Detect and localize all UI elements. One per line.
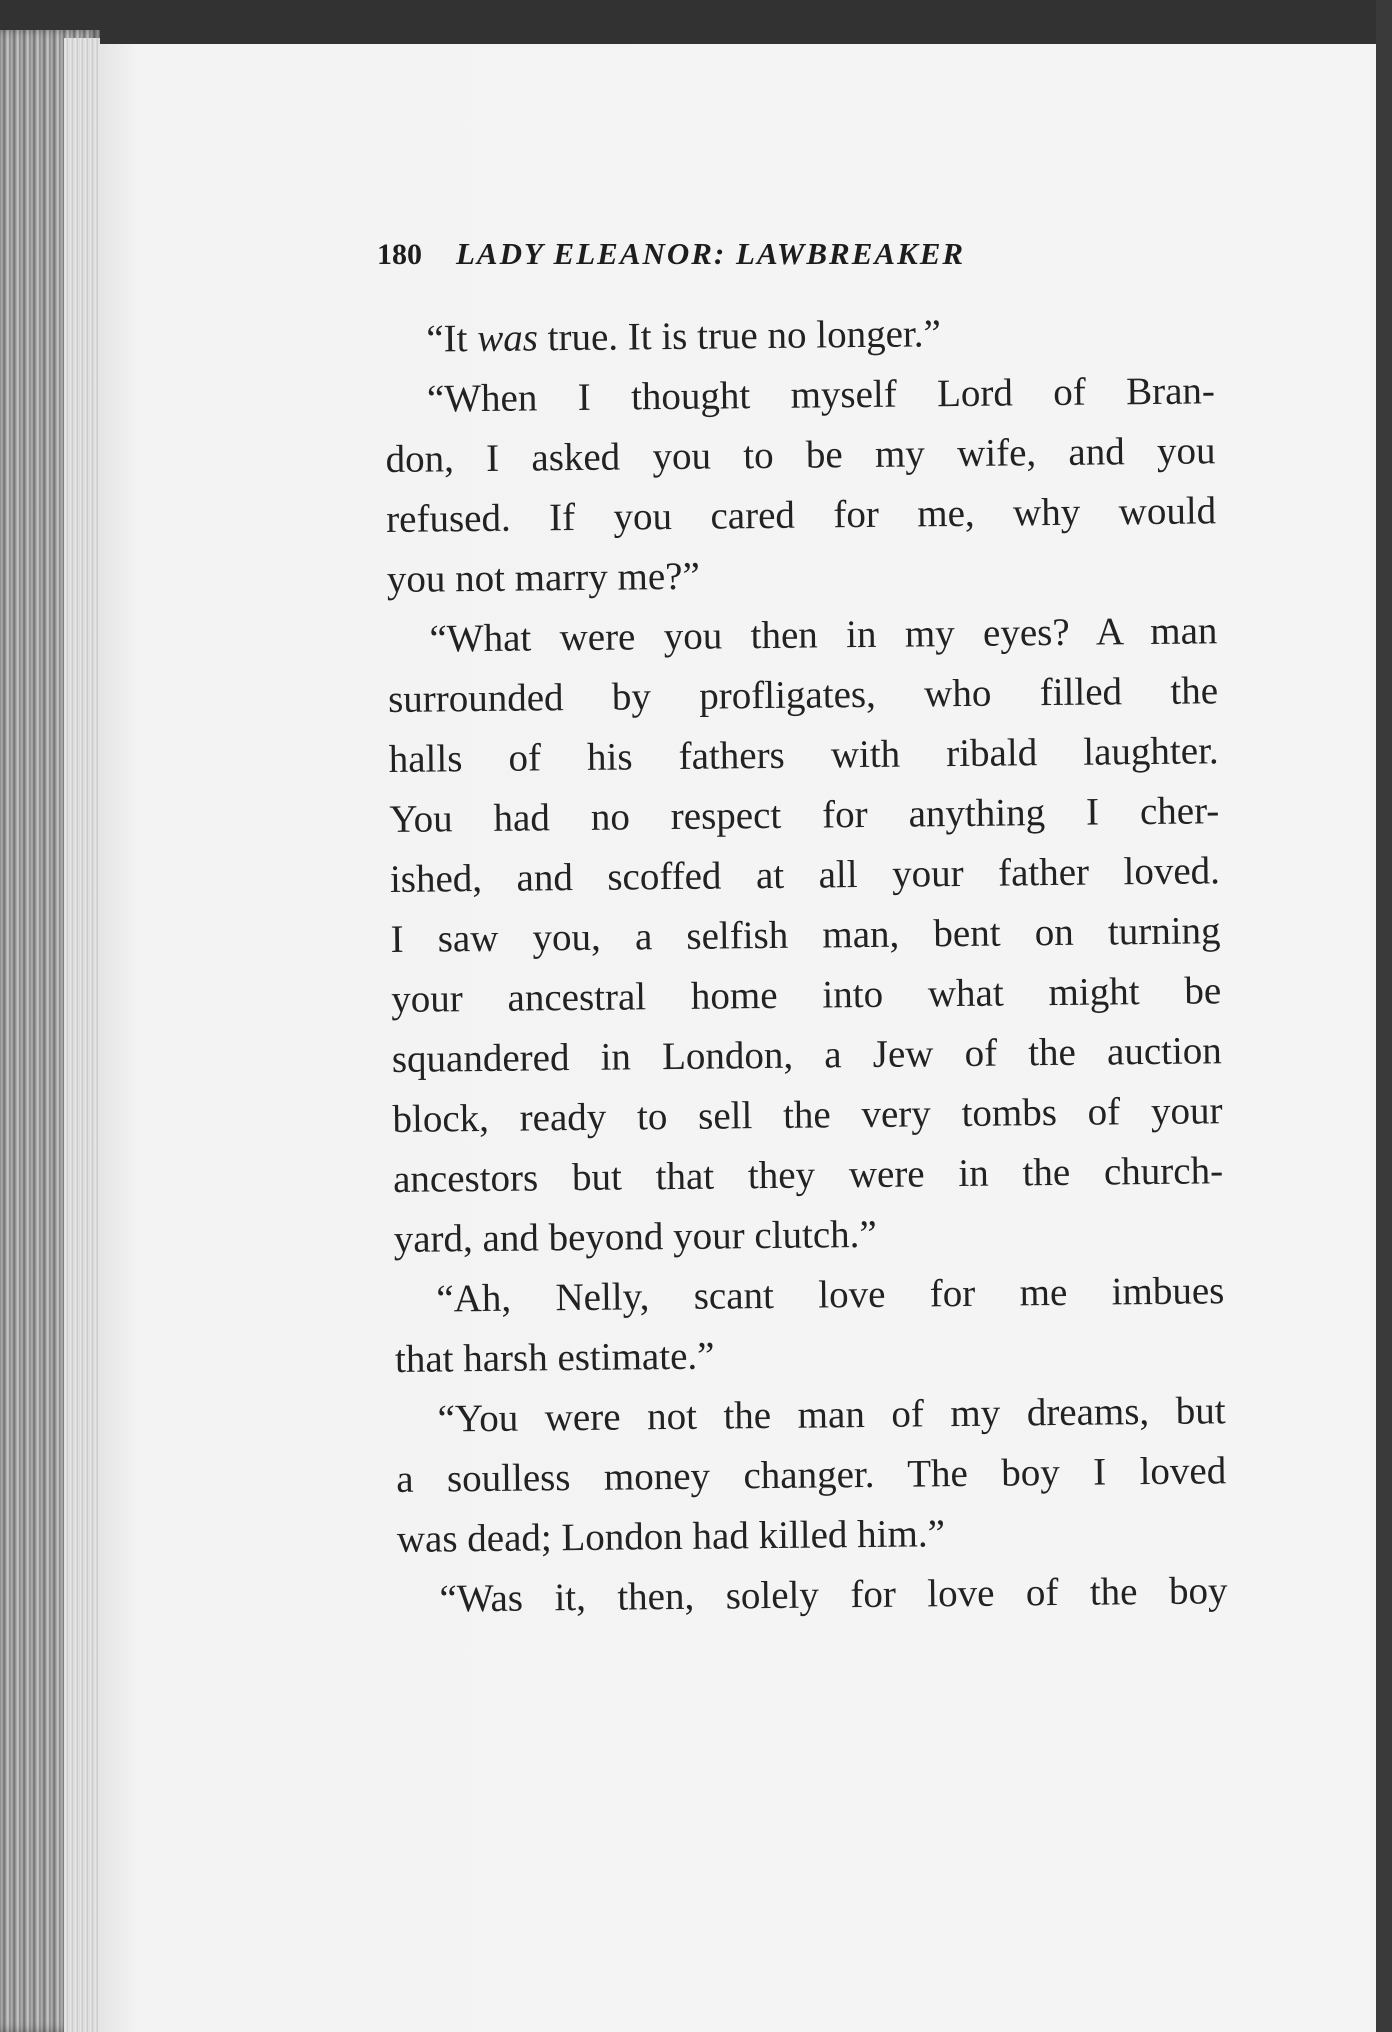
text-line: “You were not the man of my dreams, but — [437, 1389, 1226, 1441]
text-line: “Ah, Nelly, scant love for me imbues — [436, 1269, 1225, 1321]
text-line: your ancestral home into what might be — [390, 969, 1222, 1021]
text-line: refused. If you cared for me, why would — [385, 489, 1217, 541]
right-shadow — [1376, 0, 1392, 2032]
text-line: a soulless money changer. The boy I loved — [396, 1449, 1227, 1501]
top-shadow — [0, 0, 1392, 44]
text-line: was dead; London had killed him.” — [396, 1512, 946, 1561]
text-line: that harsh estimate.” — [394, 1334, 715, 1381]
text-line: You had no respect for anything I cher- — [389, 789, 1220, 841]
body-text — [384, 301, 1228, 1630]
text-line: “When I thought myself Lord of Bran- — [426, 369, 1216, 421]
text-line: squandered in London, a Jew of the auction — [391, 1029, 1223, 1081]
text-line: surrounded by profligates, who filled the — [387, 669, 1219, 721]
text-line: “Was it, then, solely for love of the boy — [439, 1569, 1228, 1621]
text-line: don, I asked you to be my wife, and you — [385, 429, 1216, 481]
text-line: halls of his fathers with ribald laughter. — [388, 729, 1219, 781]
emphasis-word: was — [476, 316, 539, 361]
page-edges-inner — [64, 38, 100, 2032]
text-line: I saw you, a selfish man, bent on turning — [390, 909, 1221, 961]
text-line: “What were you then in my eyes? A man — [429, 609, 1218, 661]
running-title: LADY ELEANOR: LAWBREAKER — [456, 236, 966, 271]
text-line: ancestors but that they were in the church- — [392, 1149, 1224, 1201]
page-number: 180 — [377, 238, 422, 271]
text-line-part: true. It is true no longer.” — [537, 312, 942, 360]
running-header — [377, 236, 965, 272]
text-line-part: “It — [426, 317, 478, 361]
text-line: block, ready to sell the very tombs of your — [392, 1089, 1223, 1141]
text-line: you not marry me?” — [386, 554, 701, 601]
text-line: yard, and beyond your clutch.” — [393, 1212, 877, 1261]
text-line — [384, 301, 1215, 370]
text-line: ished, and scoffed at all your father loved. — [389, 849, 1221, 901]
